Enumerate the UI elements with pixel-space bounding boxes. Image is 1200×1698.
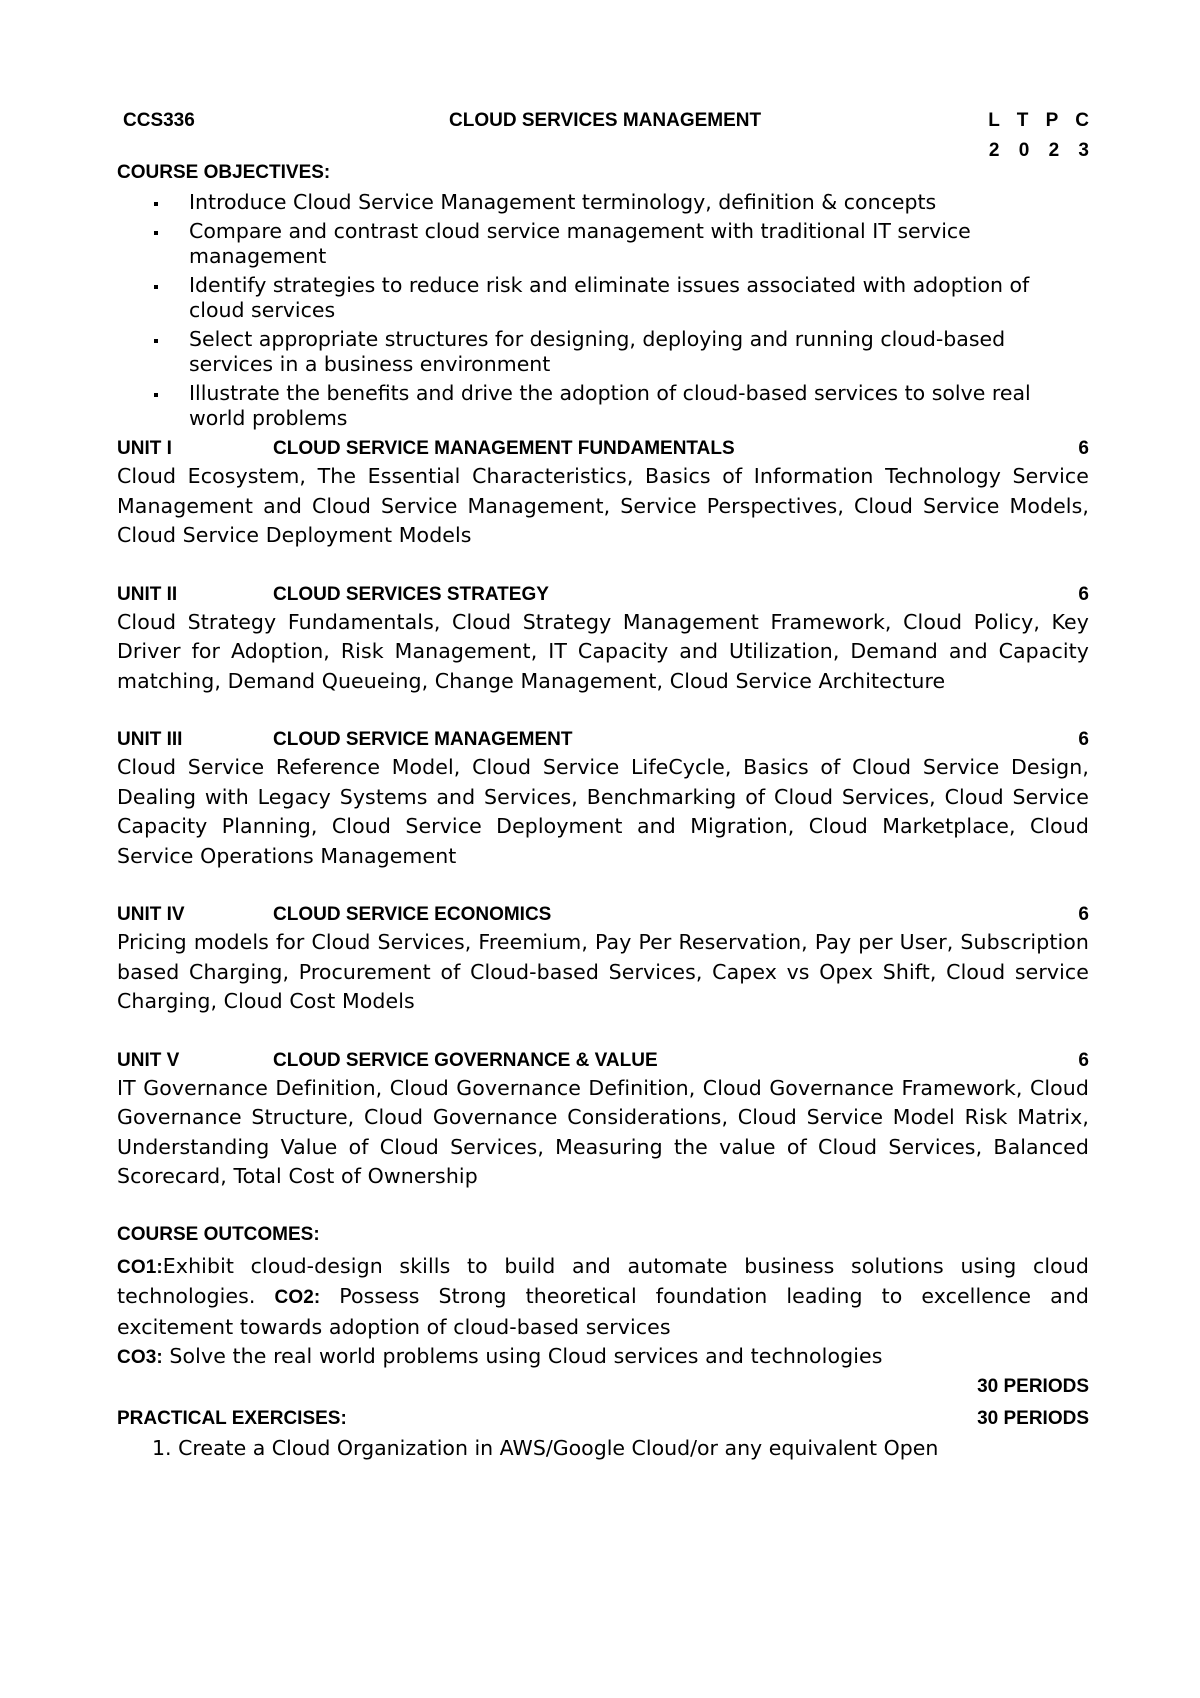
- course-code: CCS336: [123, 110, 195, 131]
- unit-hours: 6: [1078, 583, 1089, 605]
- unit-heading: [117, 435, 1089, 462]
- bullet-icon: [154, 231, 158, 235]
- unit-title: CLOUD SERVICES STRATEGY: [273, 583, 549, 605]
- practical-list-item: [117, 1434, 1089, 1463]
- ltpc-values: 2 0 2 3: [988, 140, 1096, 161]
- unit-content: Cloud Ecosystem, The Essential Characteristics, Basics of Information Technology Service Management and Cloud Service Management, Service Perspectives, Cloud Service Models, Cloud Service Deployment Models: [117, 464, 1089, 547]
- bullet-icon: [154, 285, 158, 289]
- course-header: [117, 108, 1096, 161]
- outcomes-periods: 30 PERIODS: [977, 1375, 1089, 1397]
- item-number: 1.: [152, 1435, 172, 1460]
- unit-label: UNIT II: [117, 583, 178, 605]
- practical-heading: PRACTICAL EXERCISES:: [117, 1407, 347, 1429]
- list-item: Introduce Cloud Service Management terminology, definition & concepts: [117, 190, 1089, 215]
- co2-text: Possess Strong theoretical foundation leading to excellence and excitement towards adoption of cloud-based services: [117, 1284, 1089, 1339]
- unit-heading: [117, 901, 1089, 928]
- unit-label: UNIT IV: [117, 904, 185, 925]
- unit-label: UNIT III: [117, 729, 183, 750]
- course-title: CLOUD SERVICES MANAGEMENT: [449, 110, 762, 131]
- practical-heading-row: [117, 1405, 1089, 1434]
- co3-label: CO3:: [117, 1347, 163, 1368]
- bullet-icon: [154, 202, 158, 206]
- bullet-icon: [154, 393, 158, 397]
- unit-heading: [117, 726, 1089, 753]
- unit-title: CLOUD SERVICE MANAGEMENT FUNDAMENTALS: [273, 438, 735, 459]
- bullet-icon: [154, 339, 158, 343]
- co1-label: CO1:: [117, 1256, 163, 1278]
- unit-hours: 6: [1078, 1049, 1089, 1071]
- unit-1: [117, 435, 1089, 551]
- unit-3: [117, 726, 1089, 871]
- outcomes-heading: COURSE OUTCOMES:: [117, 1223, 320, 1245]
- unit-heading: [117, 1047, 1089, 1074]
- outcomes-co1-co2: [117, 1252, 1089, 1343]
- unit-title: CLOUD SERVICE ECONOMICS: [273, 904, 552, 925]
- co1-text: Exhibit cloud-design skills to build and automate business solutions using cloud technologies.: [117, 1253, 1089, 1308]
- unit-hours: 6: [1078, 729, 1089, 750]
- unit-content: Pricing models for Cloud Services, Freemium, Pay Per Reservation, Pay per User, Subscription based Charging, Procurement of Cloud-based Services, Capex vs Opex Shift, Cloud service Charging, Cloud Cost Models: [117, 930, 1089, 1013]
- unit-title: CLOUD SERVICE GOVERNANCE & VALUE: [273, 1049, 658, 1071]
- co3-text: Solve the real world problems using Cloud services and technologies: [169, 1344, 883, 1368]
- unit-4: [117, 901, 1089, 1017]
- unit-2: [117, 581, 1089, 697]
- list-item: Identify strategies to reduce risk and eliminate issues associated with adoption of cloud services: [117, 273, 1089, 323]
- outcomes-co3: [117, 1342, 1089, 1373]
- list-item: Illustrate the benefits and drive the adoption of cloud-based services to solve real world problems: [117, 381, 1089, 431]
- objectives-list: [117, 190, 1089, 431]
- unit-title: CLOUD SERVICE MANAGEMENT: [273, 729, 573, 750]
- unit-5: [117, 1047, 1089, 1192]
- unit-content: Cloud Service Reference Model, Cloud Service LifeCycle, Basics of Cloud Service Design, Dealing with Legacy Systems and Services, Benchmarking of Cloud Services, Cloud Service Capacity Planning, Cloud Service Deployment and Migration, Cloud Marketplace, Cloud Service Operations Management: [117, 755, 1089, 868]
- practical-periods: 30 PERIODS: [977, 1407, 1089, 1429]
- ltpc-labels: L T P C: [988, 110, 1095, 131]
- unit-content: Cloud Strategy Fundamentals, Cloud Strategy Management Framework, Cloud Policy, Key Driver for Adoption, Risk Management, IT Capacity and Utilization, Demand and Capacity matching, Demand Queueing, Change Management, Cloud Service Architecture: [117, 609, 1089, 693]
- unit-hours: 6: [1078, 438, 1089, 459]
- item-text: Create a Cloud Organization in AWS/Google Cloud/or any equivalent Open: [178, 1435, 939, 1460]
- unit-label: UNIT V: [117, 1049, 180, 1071]
- list-item: Compare and contrast cloud service management with traditional IT service management: [117, 219, 1089, 269]
- unit-label: UNIT I: [117, 438, 172, 459]
- list-item: Select appropriate structures for designing, deploying and running cloud-based services in a business environment: [117, 327, 1089, 377]
- unit-hours: 6: [1078, 904, 1089, 925]
- unit-content: IT Governance Definition, Cloud Governance Definition, Cloud Governance Framework, Cloud Governance Structure, Cloud Governance Considerations, Cloud Service Model Risk Matrix, Understanding Value of Cloud Services, Measuring the value of Cloud Services, Balanced Scorecard, Total Cost of Ownership: [117, 1075, 1089, 1188]
- objectives-heading: COURSE OBJECTIVES:: [117, 162, 331, 183]
- co2-label: CO2:: [274, 1287, 321, 1308]
- syllabus-page: [117, 108, 1096, 1463]
- unit-heading: [117, 581, 1089, 608]
